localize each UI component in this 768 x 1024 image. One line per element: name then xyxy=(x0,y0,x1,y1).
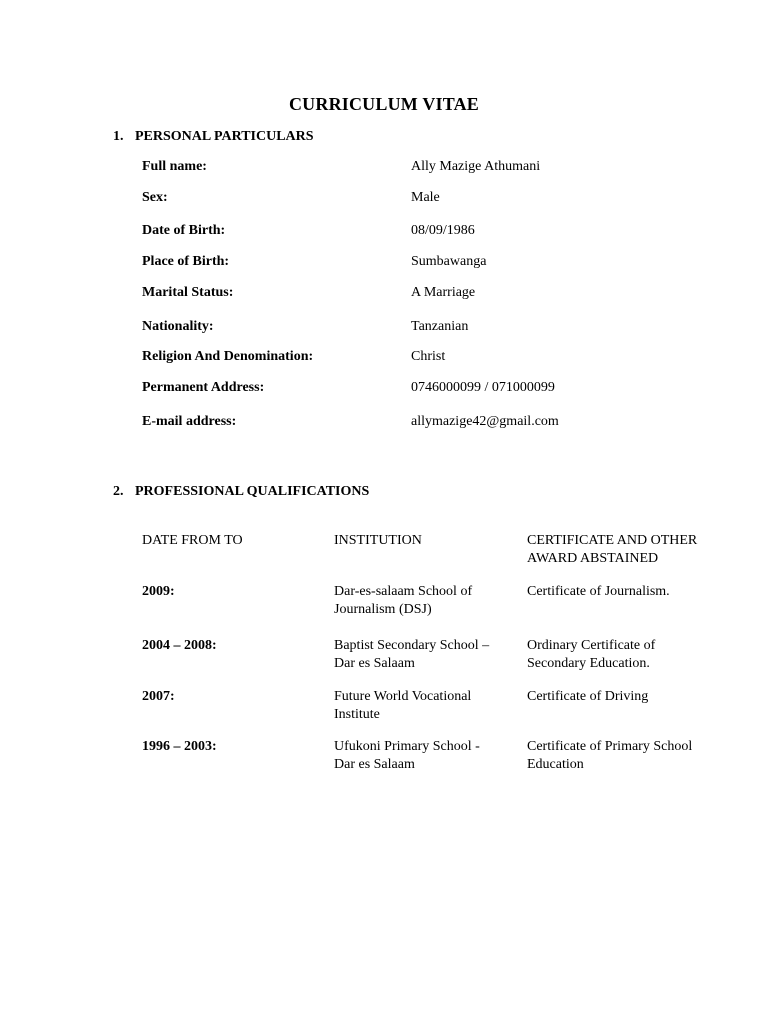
field-label: Place of Birth: xyxy=(142,254,230,269)
field-value: A Marriage xyxy=(411,285,476,300)
certificate-line: Education xyxy=(527,757,584,772)
certificate-line: Certificate of Journalism. xyxy=(527,584,670,599)
certificate-line: Certificate of Driving xyxy=(527,689,649,704)
field-row-email xyxy=(142,414,702,432)
field-label: Date of Birth: xyxy=(142,223,226,238)
qualification-certificate xyxy=(527,637,727,673)
column-header-certificate-line: CERTIFICATE AND OTHER xyxy=(527,533,698,548)
column-header-institution: INSTITUTION xyxy=(334,533,422,548)
professional-qualifications-heading xyxy=(113,484,369,500)
field-value: allymazige42@gmail.com xyxy=(411,414,559,429)
qualification-institution xyxy=(334,688,514,724)
field-value: Ally Mazige Athumani xyxy=(411,159,541,174)
page-title: CURRICULUM VITAE xyxy=(288,94,480,114)
institution-line: Dar es Salaam xyxy=(334,656,415,671)
field-label: Full name: xyxy=(142,159,207,174)
qualification-certificate xyxy=(527,583,727,601)
institution-line: Institute xyxy=(334,707,380,722)
field-value: Christ xyxy=(411,349,446,364)
certificate-line: Ordinary Certificate of xyxy=(527,638,656,653)
qualification-institution xyxy=(334,637,514,673)
field-value: Sumbawanga xyxy=(411,254,487,269)
personal-particulars-heading xyxy=(113,129,314,145)
field-row-sex xyxy=(142,190,702,208)
institution-line: Baptist Secondary School – xyxy=(334,638,490,653)
section-number: 2. xyxy=(113,484,124,499)
field-row-full-name xyxy=(142,159,702,177)
section-title: PERSONAL PARTICULARS xyxy=(135,129,314,144)
institution-line: Future World Vocational xyxy=(334,689,472,704)
field-value: Male xyxy=(411,190,440,205)
field-value: 08/09/1986 xyxy=(411,223,475,238)
qualification-certificate xyxy=(527,738,727,774)
column-header-date: DATE FROM TO xyxy=(142,533,243,548)
field-row-permanent-address xyxy=(142,380,702,398)
field-label: Religion And Denomination: xyxy=(142,349,314,364)
institution-line: Ufukoni Primary School - xyxy=(334,739,480,754)
qualification-date: 2004 – 2008: xyxy=(142,638,217,653)
field-label: Nationality: xyxy=(142,319,214,334)
column-header-certificate-line: AWARD ABSTAINED xyxy=(527,551,659,566)
certificate-line: Certificate of Primary School xyxy=(527,739,693,754)
qualification-institution xyxy=(334,738,514,774)
column-header-certificate xyxy=(527,532,727,568)
field-row-date-of-birth xyxy=(142,223,702,241)
field-value: 0746000099 / 071000099 xyxy=(411,380,555,395)
qualification-date: 1996 – 2003: xyxy=(142,739,217,754)
institution-line: Dar es Salaam xyxy=(334,757,415,772)
field-row-nationality xyxy=(142,319,702,337)
field-value: Tanzanian xyxy=(411,319,469,334)
certificate-line: Secondary Education. xyxy=(527,656,650,671)
qualification-date: 2009: xyxy=(142,584,175,599)
section-title: PROFESSIONAL QUALIFICATIONS xyxy=(135,484,370,499)
field-label: Marital Status: xyxy=(142,285,234,300)
field-label: Permanent Address: xyxy=(142,380,265,395)
qualification-institution xyxy=(334,583,514,619)
field-label: E-mail address: xyxy=(142,414,237,429)
institution-line: Dar-es-salaam School of xyxy=(334,584,473,599)
field-row-marital-status xyxy=(142,285,702,303)
qualification-certificate xyxy=(527,688,727,706)
field-row-place-of-birth xyxy=(142,254,702,272)
section-number: 1. xyxy=(113,129,124,144)
qualification-date: 2007: xyxy=(142,689,175,704)
field-label: Sex: xyxy=(142,190,168,205)
field-row-religion xyxy=(142,349,702,367)
institution-line: Journalism (DSJ) xyxy=(334,602,432,617)
